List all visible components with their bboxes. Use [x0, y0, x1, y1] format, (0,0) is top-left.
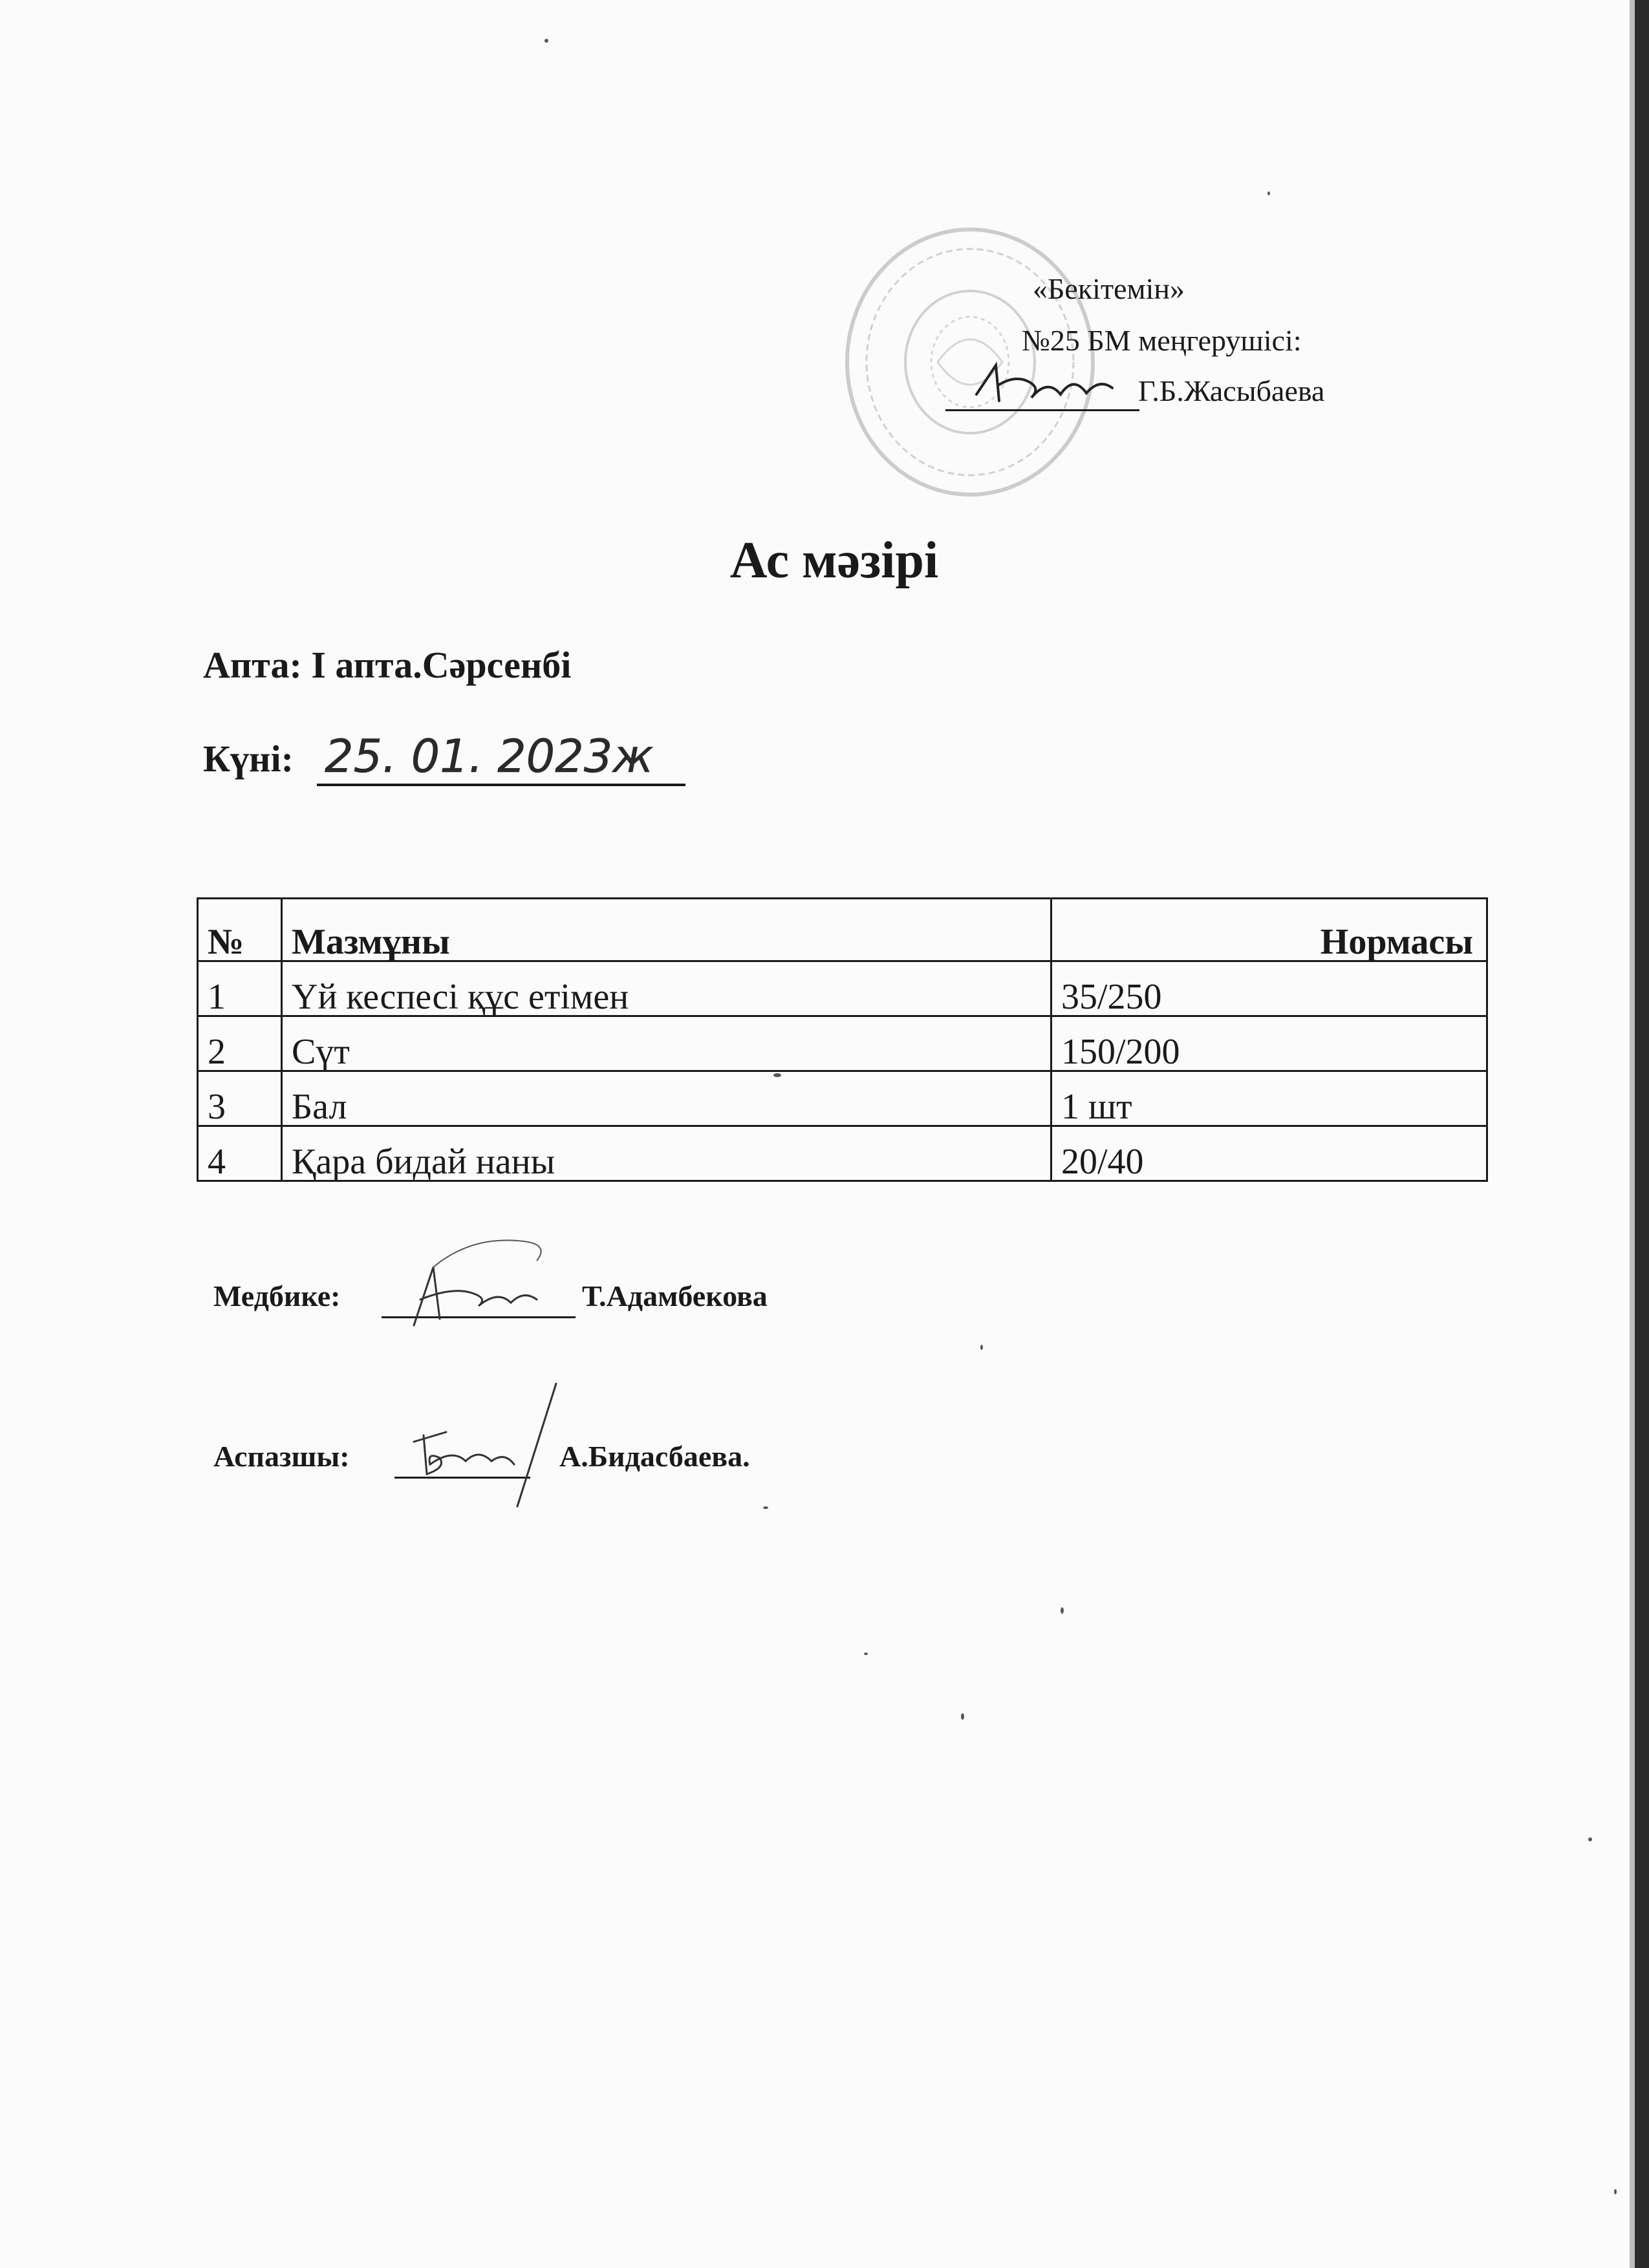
director-signature	[970, 349, 1119, 414]
handwritten-date	[318, 719, 693, 784]
row-dish: Қара бидай наны	[282, 1126, 1051, 1181]
row-number: 1	[198, 961, 282, 1016]
row-norm: 35/250	[1051, 961, 1487, 1016]
row-number: 4	[198, 1126, 282, 1181]
cook-label: Аспазшы:	[213, 1440, 350, 1473]
scan-speck	[980, 1345, 983, 1350]
scan-edge-shadow	[1630, 0, 1635, 2268]
row-dish: Бал	[282, 1071, 1051, 1126]
menu-table	[197, 897, 1488, 1182]
row-number: 2	[198, 1016, 282, 1071]
table-row	[198, 1071, 1487, 1126]
header-content: Мазмұны	[282, 899, 1051, 961]
row-norm: 1 шт	[1051, 1071, 1487, 1126]
approval-caption: «Бекітемін»	[1033, 272, 1185, 305]
header-norm: Нормасы	[1051, 899, 1487, 961]
scan-speck	[864, 1653, 868, 1655]
scan-edge	[1635, 0, 1649, 2268]
header-number: №	[198, 899, 282, 961]
scan-speck	[1267, 191, 1270, 195]
row-norm: 20/40	[1051, 1126, 1487, 1181]
table-header-row	[198, 899, 1487, 961]
scan-speck	[961, 1713, 964, 1720]
week-label: Апта: І апта.Сәрсенбі	[203, 644, 572, 686]
row-number: 3	[198, 1071, 282, 1126]
nurse-name: Т.Адамбекова	[582, 1279, 768, 1312]
cook-signature	[401, 1371, 569, 1519]
scan-speck	[1061, 1607, 1064, 1614]
row-norm: 150/200	[1051, 1016, 1487, 1071]
date-label: Күні:	[203, 738, 294, 780]
date-underline	[317, 784, 685, 786]
approval-block	[841, 220, 1397, 517]
approval-position: №25 БМ меңгерушісі:	[1022, 324, 1302, 357]
nurse-signature	[375, 1228, 576, 1338]
cook-name: А.Бидасбаева.	[559, 1440, 750, 1473]
nurse-label: Медбике:	[213, 1279, 341, 1312]
table-row	[198, 961, 1487, 1016]
scan-speck	[544, 39, 548, 43]
row-dish: Үй кеспесі құс етімен	[282, 961, 1051, 1016]
director-name: Г.Б.Жасыбаева	[1138, 374, 1325, 407]
page-title: Ас мәзірі	[729, 532, 939, 589]
scan-speck	[763, 1506, 768, 1509]
scan-speck	[1614, 2189, 1617, 2194]
scan-speck	[1588, 1837, 1592, 1841]
table-row	[198, 1126, 1487, 1181]
table-row	[198, 1016, 1487, 1071]
row-dish: Сүт	[282, 1016, 1051, 1071]
handwritten-date-text: 25. 01. 2023ж	[325, 730, 654, 783]
